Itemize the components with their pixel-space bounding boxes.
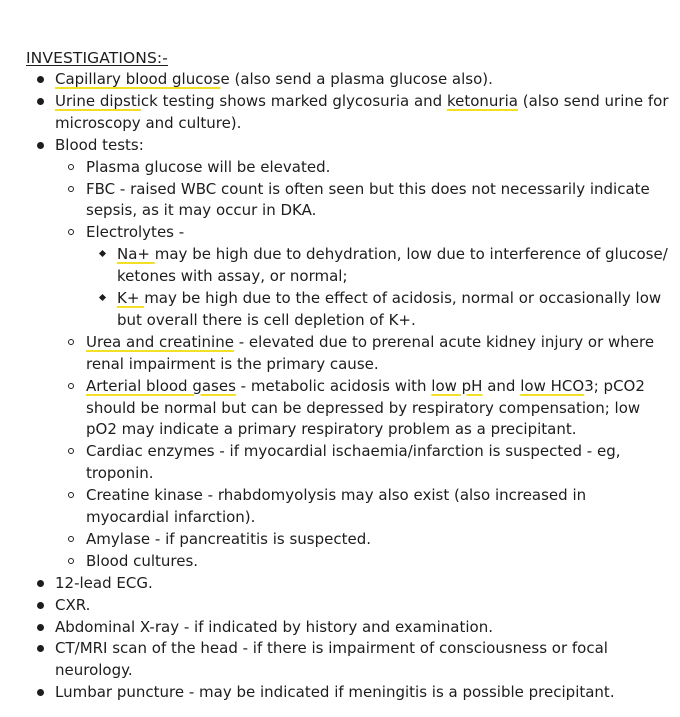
list-item [86, 178, 650, 200]
text-segment: microscopy and culture). [55, 113, 242, 132]
text-segment: but overall there is cell depletion of K+. [117, 310, 416, 329]
text-segment: e (also send a plasma glucose also). [220, 70, 493, 88]
text-segment: troponin. [86, 464, 154, 483]
bullet-level-3-icon [99, 294, 106, 301]
highlighted-text: Capillary blood glucos [55, 70, 221, 88]
bullet-level-3-icon [99, 250, 106, 257]
bullet-level-1-icon [37, 98, 44, 105]
bullet-level-2-icon [68, 448, 74, 454]
highlighted-text: ketonuria [446, 91, 518, 110]
text-segment: Cardiac enzymes - if myocardial ischaemia/infarction is suspected - eg, [86, 442, 621, 461]
text-segment: sepsis, as it may occur in DKA. [86, 201, 317, 220]
list-item-continuation [86, 506, 255, 528]
text-segment: Blood cultures. [86, 551, 199, 570]
text-segment: Amylase - if pancreatitis is suspected. [86, 529, 372, 548]
text-segment: (also send urine for [517, 91, 669, 110]
list-item [55, 616, 493, 638]
list-item-continuation [86, 462, 154, 484]
text-segment: ck testing shows marked glycosuria and [140, 91, 447, 110]
bullet-level-1-icon [37, 689, 44, 696]
bullet-level-2-icon [68, 229, 74, 235]
bullet-level-2-icon [68, 558, 74, 564]
text-segment: Creatine kinase - rhabdomyolysis may also exist (also increased in [86, 486, 587, 505]
bullet-level-1-icon [37, 76, 44, 83]
highlighted-text: Arterial blood gases [86, 376, 236, 395]
list-item [86, 550, 198, 572]
bullet-level-2-icon [68, 164, 74, 170]
highlighted-text: low pH [431, 376, 483, 395]
list-item-continuation [86, 353, 379, 375]
list-item-continuation [117, 309, 416, 331]
list-item-continuation [86, 397, 640, 419]
bullet-level-1-icon [37, 580, 44, 587]
bullet-level-2-icon [68, 492, 74, 498]
bullet-level-1-icon [37, 624, 44, 631]
highlighted-text: Urea and creatinine [86, 332, 234, 351]
list-item [55, 594, 90, 616]
text-segment: Lumbar puncture - may be indicated if meningitis is a possible precipitant. [55, 683, 615, 702]
bullet-level-2-icon [68, 383, 74, 389]
list-item [55, 134, 144, 156]
bullet-level-1-icon [37, 142, 44, 149]
list-item [86, 221, 184, 243]
text-segment: - metabolic acidosis with [235, 376, 432, 395]
text-segment: FBC - raised WBC count is often seen but this does not necessarily indicate [86, 179, 650, 198]
text-segment: and [482, 376, 521, 395]
text-segment: 12-lead ECG. [55, 573, 153, 592]
text-segment: neurology. [55, 661, 133, 680]
highlighted-text: Urine dipsti [55, 91, 141, 110]
text-segment: may be high due to the effect of acidosis, normal or occasionally low [144, 289, 662, 307]
bullet-level-1-icon [37, 602, 44, 609]
list-item [86, 484, 586, 506]
text-segment: should be normal but can be depressed by respiratory compensation; low [86, 398, 641, 417]
section-heading: INVESTIGATIONS:- [26, 49, 168, 67]
list-item-continuation [86, 199, 316, 221]
text-segment: Blood tests: [55, 135, 144, 154]
list-item [86, 331, 654, 353]
text-segment: pO2 may indicate a primary respiratory problem as a precipitant. [86, 420, 577, 439]
highlighted-text: Na+ [117, 245, 155, 264]
text-segment: CT/MRI scan of the head - if there is impairment of consciousness or focal [55, 639, 608, 658]
list-item [86, 528, 371, 550]
text-segment: Electrolytes - [86, 223, 185, 242]
list-item-continuation [117, 265, 348, 287]
text-segment: ketones with assay, or normal; [117, 267, 348, 286]
text-segment: - elevated due to prerenal acute kidney injury or where [233, 332, 655, 351]
bullet-level-2-icon [68, 339, 74, 345]
list-item [55, 68, 493, 90]
bullet-level-2-icon [68, 186, 74, 192]
list-item [55, 572, 153, 594]
list-item [55, 637, 608, 659]
text-segment: CXR. [55, 595, 91, 614]
list-item [55, 681, 615, 703]
bullet-level-2-icon [68, 536, 74, 542]
text-segment: Abdominal X-ray - if indicated by history and examination. [55, 617, 493, 636]
list-item [86, 440, 621, 462]
list-item-continuation [55, 112, 241, 134]
text-segment: may be high due to dehydration, low due to interference of glucose/ [154, 245, 668, 264]
bullet-level-1-icon [37, 645, 44, 652]
highlighted-text: low HCO [520, 376, 585, 395]
list-item-continuation [86, 418, 577, 440]
list-item [117, 287, 661, 309]
list-item [117, 243, 668, 265]
list-item [55, 90, 669, 112]
text-segment: 3; pCO2 [584, 376, 645, 395]
text-segment: Plasma glucose will be elevated. [86, 157, 331, 176]
list-item-continuation [55, 659, 133, 681]
list-item [86, 156, 330, 178]
list-item [86, 375, 645, 397]
text-segment: renal impairment is the primary cause. [86, 354, 379, 373]
text-segment: myocardial infarction). [86, 508, 256, 526]
highlighted-text: K+ [117, 289, 145, 307]
